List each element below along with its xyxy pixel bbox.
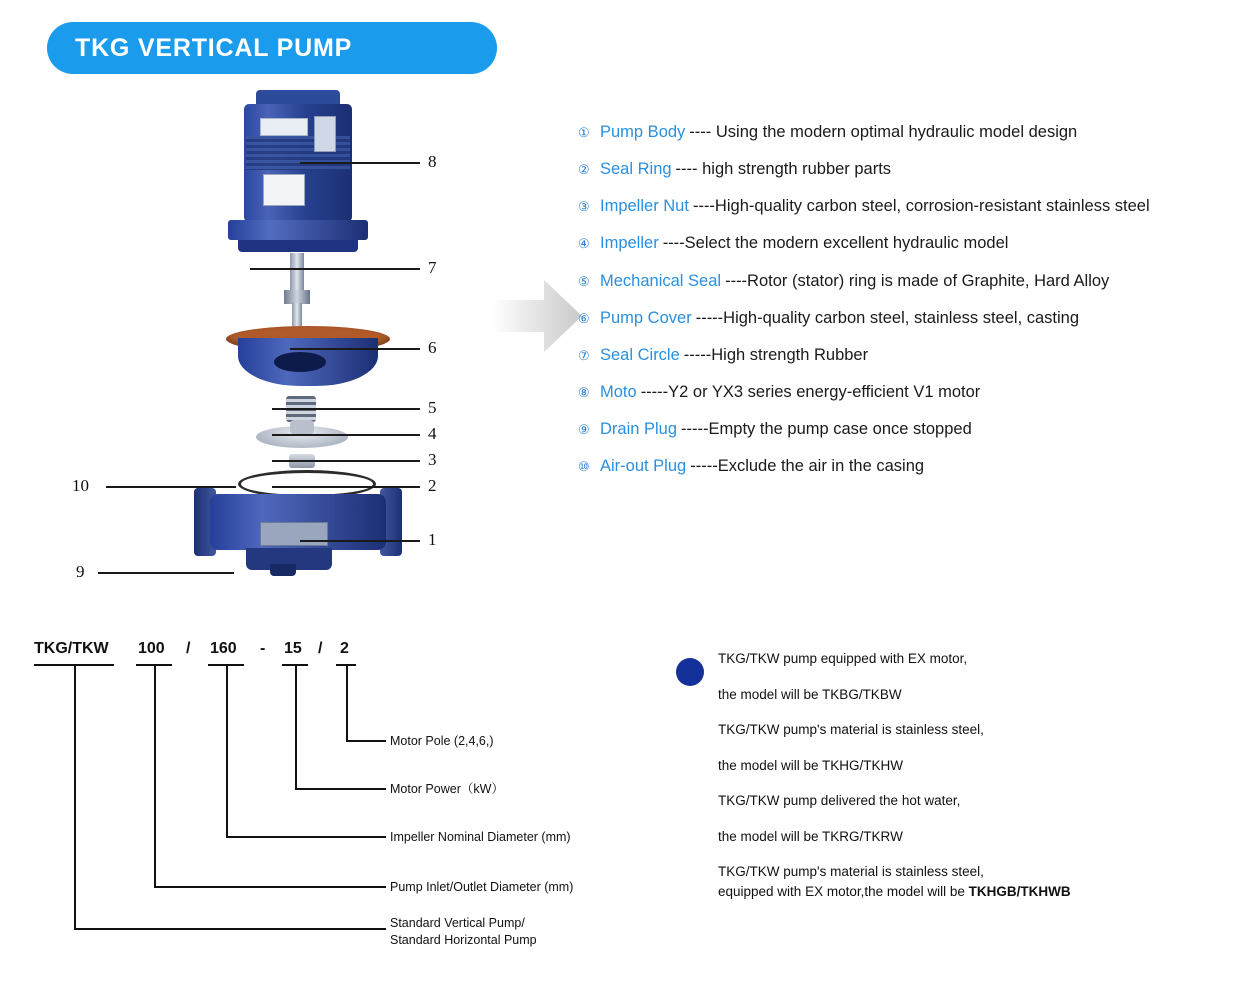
legend-label-7: Seal Circle: [600, 345, 680, 364]
callout-number-2: 2: [428, 476, 437, 495]
model-desc-impeller: Impeller Nominal Diameter (mm): [390, 830, 571, 844]
legend-desc-6: -----High-quality carbon steel, stainless steel, casting: [695, 308, 1080, 327]
legend-item-drain-plug: [578, 419, 1228, 440]
note-line-8: [718, 885, 1216, 899]
legend-item-moto: [578, 382, 1228, 403]
model-desc-series-line1: Standard Vertical Pump/: [390, 916, 525, 930]
legend-item-seal-ring: [578, 159, 1228, 180]
callout-number-6: 6: [428, 338, 437, 357]
legend-label-9: Drain Plug: [600, 420, 678, 438]
legend-label-3: Impeller Nut: [600, 197, 689, 216]
callout-number-9: 9: [76, 562, 85, 581]
parts-legend-list: [578, 122, 1228, 493]
legend-number-3: ③: [578, 199, 590, 215]
leader-line-9: [98, 572, 234, 574]
leader-line-7: [250, 268, 420, 270]
motor-flange: [228, 220, 368, 240]
legend-item-mechanical-seal: [578, 271, 1228, 292]
legend-item-impeller-nut: [578, 196, 1228, 217]
callout-number-1: 1: [428, 530, 437, 549]
legend-desc-9: -----Empty the pump case once stopped: [681, 420, 972, 438]
model-dropline-inlet: [154, 664, 156, 886]
note-line-1: TKG/TKW pump equipped with EX motor,: [718, 651, 968, 666]
flow-arrow-icon: [492, 278, 582, 354]
model-token-dash: -: [260, 640, 266, 657]
note-line-3: TKG/TKW pump's material is stainless steel,: [718, 722, 984, 737]
callout-number-10: 10: [72, 476, 89, 495]
leader-line-8: [300, 162, 420, 164]
model-token-impeller: 160: [210, 640, 237, 657]
model-token-pole: 2: [340, 640, 349, 657]
leader-line-4: [272, 434, 420, 436]
legend-number-1: ①: [578, 125, 590, 140]
model-token-slash-1: /: [186, 640, 191, 657]
motor-junction-plate: [263, 174, 305, 206]
model-connector-series: [74, 928, 386, 930]
model-desc-series-line2: Standard Horizontal Pump: [390, 932, 537, 947]
legend-number-8: ⑧: [578, 384, 590, 400]
legend-number-5: ⑤: [578, 273, 590, 289]
legend-number-10: ⑩: [578, 459, 590, 475]
model-dropline-series: [74, 664, 76, 928]
legend-number-6: ⑥: [578, 310, 590, 326]
note-line-4: the model will be TKHG/TKHW: [718, 757, 904, 773]
model-code-diagram: [30, 630, 630, 960]
legend-label-6: Pump Cover: [600, 308, 692, 327]
legend-number-4: ④: [578, 236, 590, 252]
pump-cover-bore: [274, 352, 326, 372]
model-token-series: TKG/TKW: [34, 640, 109, 657]
model-token-power: 15: [284, 640, 302, 657]
model-connector-impeller: [226, 836, 386, 838]
legend-item-pump-body: [578, 122, 1228, 143]
legend-desc-1: ---- Using the modern optimal hydraulic model design: [689, 123, 1078, 141]
legend-label-2: Seal Ring: [600, 160, 672, 179]
note-line-2: the model will be TKBG/TKBW: [718, 686, 902, 702]
drain-plug: [270, 564, 296, 576]
model-desc-pole: Motor Pole (2,4,6,): [390, 734, 494, 748]
model-connector-power: [295, 788, 386, 790]
callout-number-4: 4: [428, 424, 437, 443]
model-connector-pole: [346, 740, 386, 742]
note-line-6: the model will be TKRG/TKRW: [718, 828, 903, 844]
model-token-inlet: 100: [138, 640, 165, 657]
model-desc-power: Motor Power（kW）: [390, 782, 504, 796]
legend-label-10: Air-out Plug: [600, 457, 687, 476]
legend-desc-5: ----Rotor (stator) ring is made of Graphite, Hard Alloy: [725, 271, 1110, 290]
model-dropline-power: [295, 664, 297, 788]
legend-label-1: Pump Body: [600, 123, 686, 141]
leader-line-3: [272, 460, 420, 462]
legend-desc-7: -----High strength Rubber: [683, 345, 869, 364]
impeller-hub: [290, 420, 314, 434]
pump-body-plate: [260, 522, 328, 546]
leader-line-1: [300, 540, 420, 542]
legend-number-2: ②: [578, 162, 590, 178]
legend-desc-3: ----High-quality carbon steel, corrosion-resistant stainless steel: [692, 197, 1150, 216]
leader-line-2: [272, 486, 420, 488]
motor-base: [238, 240, 358, 252]
legend-label-5: Mechanical Seal: [600, 271, 722, 290]
model-connector-inlet: [154, 886, 386, 888]
legend-number-9: ⑨: [578, 422, 590, 437]
model-desc-series: [390, 915, 537, 949]
note-line-8-prefix: equipped with EX motor,the model will be: [718, 883, 969, 899]
motor-shaft-upper: [290, 253, 304, 293]
pump-exploded-diagram: [60, 90, 480, 600]
legend-item-air-out-plug: [578, 456, 1228, 477]
legend-label-8: Moto: [600, 382, 637, 401]
model-notes-panel: [676, 652, 1216, 920]
legend-item-seal-circle: [578, 345, 1228, 366]
note-line-5: TKG/TKW pump delivered the hot water,: [718, 793, 961, 808]
model-dropline-impeller: [226, 664, 228, 836]
callout-number-5: 5: [428, 398, 437, 417]
legend-item-pump-cover: [578, 308, 1228, 329]
callout-number-3: 3: [428, 450, 437, 469]
leader-line-6: [290, 348, 420, 350]
leader-line-5: [272, 408, 420, 410]
model-desc-inlet: Pump Inlet/Outlet Diameter (mm): [390, 880, 574, 894]
page-title-banner: [47, 22, 497, 74]
page-title: TKG VERTICAL PUMP: [75, 33, 353, 62]
legend-item-impeller: [578, 233, 1228, 254]
motor-nameplate: [260, 118, 308, 136]
legend-desc-2: ---- high strength rubber parts: [675, 160, 892, 179]
shaft-coupling: [284, 290, 310, 304]
callout-number-7: 7: [428, 258, 437, 277]
legend-label-4: Impeller: [600, 234, 659, 253]
leader-line-10: [106, 486, 236, 488]
legend-desc-8: -----Y2 or YX3 series energy-efficient V1 motor: [640, 382, 981, 401]
note-line-7: TKG/TKW pump's material is stainless steel,: [718, 864, 984, 879]
legend-number-7: ⑦: [578, 347, 590, 363]
bullet-dot-icon: [676, 658, 704, 686]
model-token-slash-2: /: [318, 640, 323, 657]
callout-number-8: 8: [428, 152, 437, 171]
legend-desc-10: -----Exclude the air in the casing: [690, 457, 925, 476]
note-line-8-model: TKHGB/TKHWB: [968, 883, 1071, 899]
legend-desc-4: ----Select the modern excellent hydraulic model: [662, 234, 1009, 253]
model-dropline-pole: [346, 664, 348, 740]
motor-terminal-box: [314, 116, 336, 152]
